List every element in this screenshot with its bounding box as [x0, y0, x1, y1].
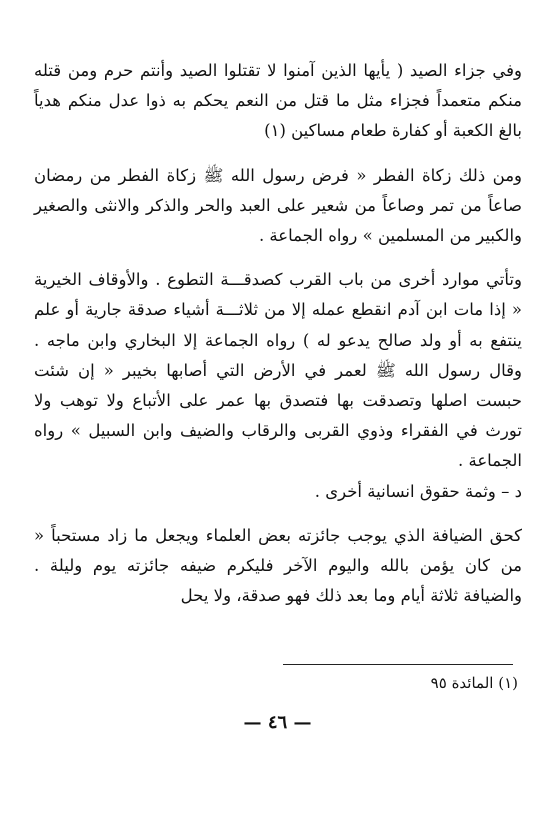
paragraph-voluntary-charity: وتأتي موارد أخرى من باب القرب كصدقـــة التطوع . والأوقاف الخيرية « إذا مات ابن آدم انقطع عمله إلا من ثلاثـــة أشياء صدقة جارية أو علم ينتفع به أو ولد صالح يدعو له ) رواه الجماعة إلا البخاري وابن ماجه . وقال رسول الله ﷺ لعمر في الأرض التي أصابها بخيبر « إن شئت حبست اصلها وتصدقت بها فتصدق بها عمر على الأتباع ولا توهب ولا تورث في الفقراء وذوي القربى والرقاب والضيف وابن السبيل » رواه الجماعة .: [34, 270, 522, 471]
page-number: — ٤٦ —: [243, 712, 312, 733]
paragraph-zakat-al-fitr: ومن ذلك زكاة الفطر « فرض رسول الله ﷺ زكاة الفطر من رمضان صاعاً من تمر وصاعاً من شعير على العبد والحر والذكر والانثى والصغير والكبير من المسلمين » رواه الجماعة .: [34, 165, 523, 246]
paragraph-other-rights-heading: د – وثمة حقوق انسانية أخرى .: [314, 481, 522, 501]
footnote: (١) المائدة ٩٥: [430, 674, 518, 692]
paragraph-hospitality: كحق الضيافة الذي يوجب جائزته بعض العلماء ويجعل ما زاد مستحباً « من كان يؤمن بالله واليوم الآخر فليكرم ضيفه جائزته يوم وليلة . والضيافة ثلاثة أيام وما بعد ذلك فهو صدقة، ولا يحل: [34, 525, 522, 606]
body-text: [34, 56, 522, 611]
paragraph-hunting-penalty: وفي جزاء الصيد ( يأيها الذين آمنوا لا تقتلوا الصيد وأنتم حرم ومن قتله منكم متعمداً فجزاء مثل ما قتل من النعم يحكم به ذوا عدل منكم هدياً بالغ الكعبة أو كفارة طعام مساكين (١): [34, 61, 522, 141]
footnote-divider: [283, 664, 513, 665]
